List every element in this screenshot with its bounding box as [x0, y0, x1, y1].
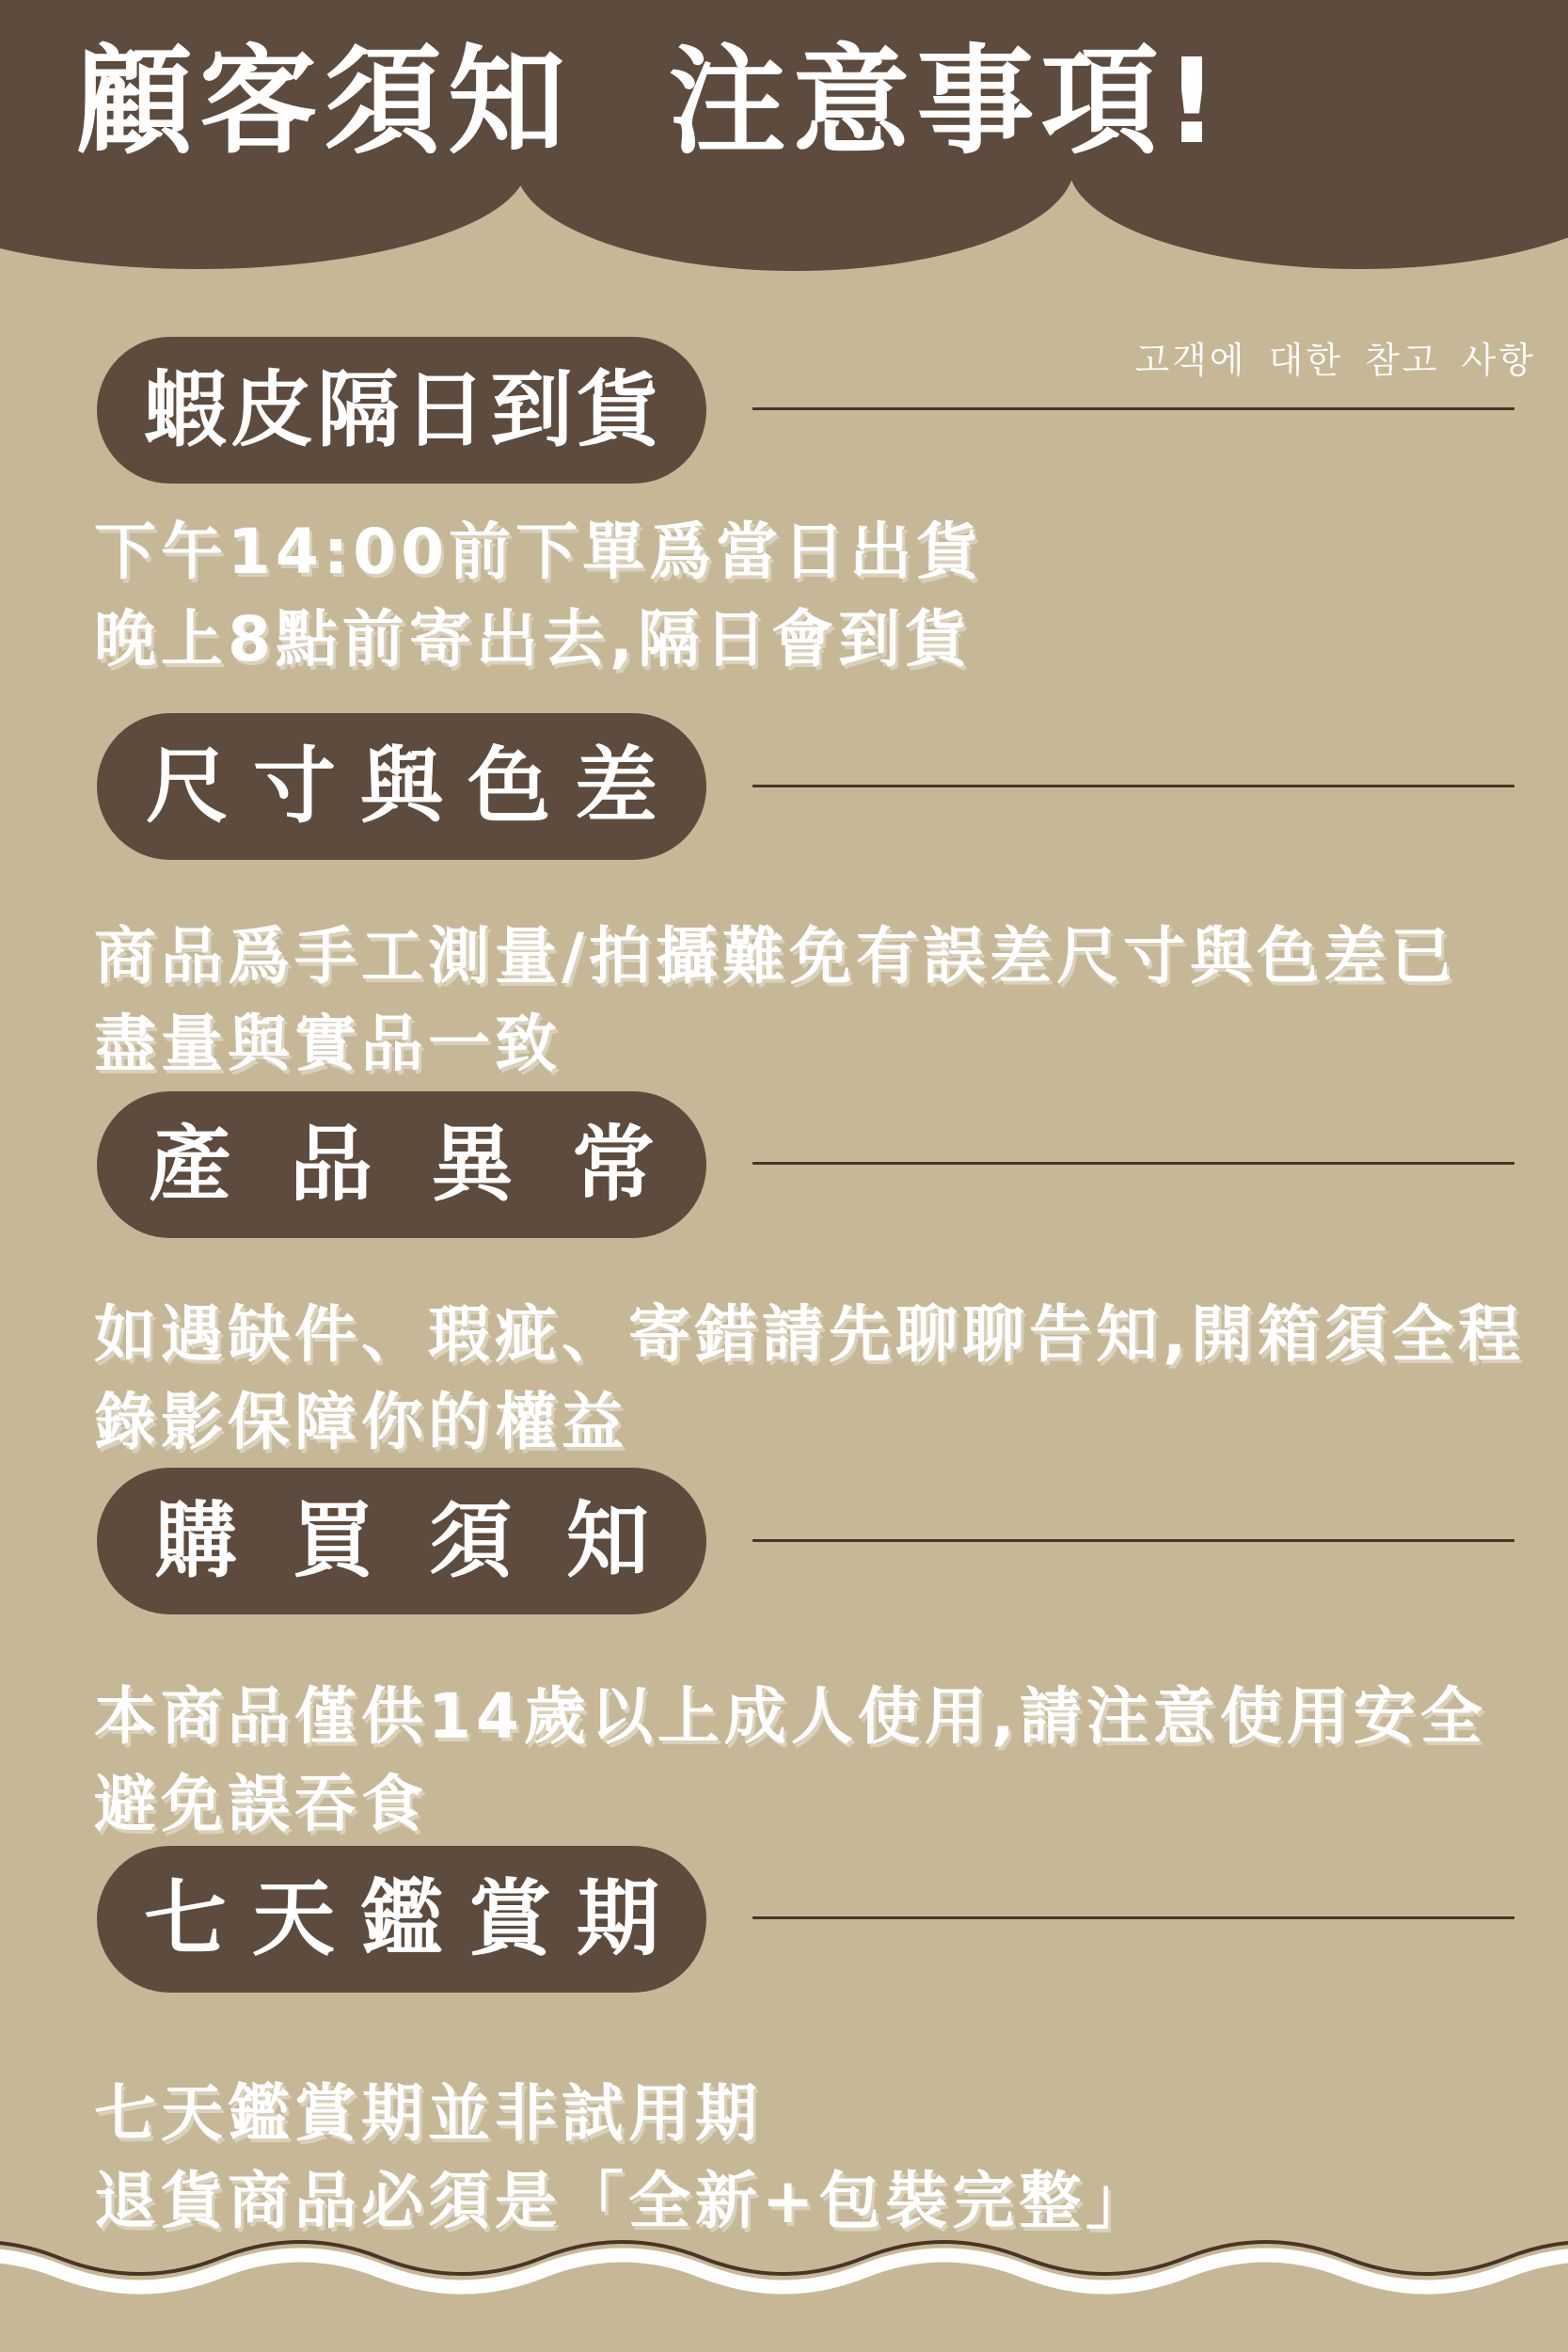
badge-product-issue — [97, 1091, 713, 1238]
body-line: 本商品僅供14歲以上成人使用,請注意使用安全 — [94, 1680, 1487, 1753]
section-body — [94, 1673, 1561, 1848]
body-line: 避免誤吞食 — [94, 1768, 428, 1840]
body-line: 如遇缺件、瑕疵、寄錯請先聊聊告知,開箱須全程 — [94, 1298, 1526, 1371]
section-body — [94, 2070, 1561, 2245]
badge-label: 七天鑑賞期 — [143, 1870, 685, 1967]
badge-label: 購買須知 — [153, 1492, 704, 1589]
badge-size-color — [97, 713, 706, 860]
page-title: 顧客須知 注意事項! — [75, 34, 1226, 170]
section-body — [94, 508, 1561, 683]
divider-line — [752, 1162, 1514, 1165]
section-body — [94, 913, 1561, 1088]
badge-next-day-delivery — [97, 337, 706, 484]
divider-line — [752, 407, 1514, 410]
body-line: 盡量與實品一致 — [94, 1008, 562, 1080]
divider-line — [752, 785, 1514, 787]
korean-subtitle: 고객에 대한 참고 사항 — [1134, 340, 1536, 381]
body-line: 下午14:00前下單爲當日出貨 — [94, 516, 984, 588]
badge-label: 尺寸與色差 — [145, 738, 682, 834]
badge-return-period — [97, 1846, 706, 1993]
body-line: 錄影保障你的權益 — [94, 1386, 628, 1458]
body-line: 晚上8點前寄出去,隔日會到貨 — [94, 603, 972, 675]
divider-line — [752, 1539, 1514, 1542]
badge-purchase-notice — [97, 1468, 706, 1614]
bottom-wave-decoration — [0, 2230, 1568, 2352]
section-body — [94, 1291, 1561, 1466]
body-line: 商品爲手工測量/拍攝難免有誤差尺寸與色差已 — [94, 920, 1458, 993]
badge-label: 產品異常 — [148, 1116, 713, 1213]
body-line: 退貨商品必須是「全新+包裝完整」 — [94, 2165, 1153, 2237]
divider-line — [752, 1916, 1514, 1919]
badge-label: 蝦皮隔日到貨 — [143, 361, 663, 458]
body-line: 七天鑑賞期並非試用期 — [94, 2077, 762, 2150]
